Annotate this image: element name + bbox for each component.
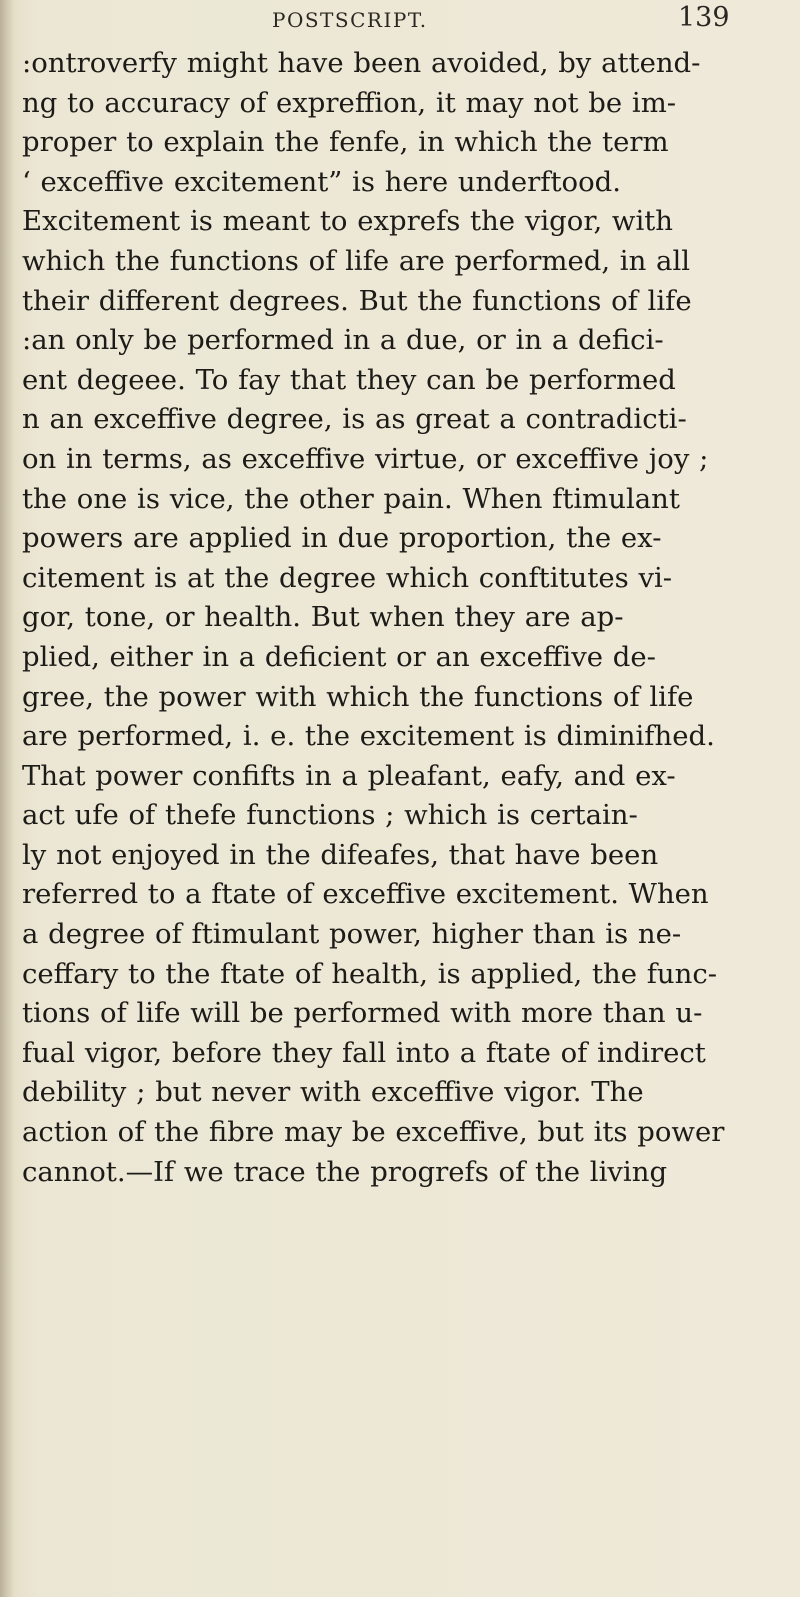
- text-line: proper to explain the fenfe, in which the term: [22, 126, 669, 159]
- text-line: referred to a ftate of exceffive excitement. When: [22, 878, 709, 911]
- text-line: powers are applied in due proportion, the ex-: [22, 522, 662, 555]
- text-line: act ufe of thefe functions ; which is certain-: [22, 799, 638, 832]
- text-line: ng to accuracy of expreffion, it may not be im-: [22, 86, 677, 119]
- text-line: gree, the power with which the functions of life: [22, 680, 694, 713]
- text-line: ‘ exceffive excitement” is here underftood.: [22, 165, 621, 198]
- page-header: [0, 2, 800, 42]
- text-line: citement is at the degree which conftitutes vi-: [22, 561, 673, 594]
- body-text: [22, 44, 792, 1192]
- text-line: cannot.—If we trace the progrefs of the living: [22, 1155, 668, 1188]
- text-line: :ontroverfy might have been avoided, by attend-: [22, 47, 701, 79]
- text-line: n an exceffive degree, is as great a contradicti-: [22, 403, 687, 436]
- text-line: ceffary to the ftate of health, is applied, the func-: [22, 957, 718, 990]
- text-line: That power confifts in a pleafant, eafy, and ex-: [22, 759, 676, 792]
- text-line: tions of life will be performed with more than u-: [22, 997, 703, 1030]
- text-line: Excitement is meant to exprefs the vigor, with: [22, 205, 674, 238]
- text-line: on in terms, as exceffive virtue, or exceffive joy ;: [22, 442, 709, 475]
- page-gutter: [0, 0, 14, 1597]
- text-line: which the functions of life are performed, in all: [22, 244, 691, 277]
- text-line: their different degrees. But the functions of life: [22, 284, 692, 317]
- text-line: are performed, i. e. the excitement is diminifhed.: [22, 720, 715, 753]
- text-line: action of the fibre may be exceffive, but its power: [22, 1116, 725, 1149]
- text-line: a degree of ftimulant power, higher than is ne-: [22, 918, 682, 951]
- text-line: debility ; but never with exceffive vigor. The: [22, 1076, 644, 1109]
- text-line: the one is vice, the other pain. When ftimulant: [22, 482, 680, 515]
- text-line: ly not enjoyed in the difeafes, that have been: [22, 838, 659, 871]
- page-number: 139: [678, 2, 730, 33]
- text-line: :an only be performed in a due, or in a defici-: [22, 324, 664, 357]
- text-line: plied, either in a deficient or an exceffive de-: [22, 640, 656, 673]
- text-line: fual vigor, before they fall into a ftate of indirect: [22, 1036, 706, 1069]
- running-head: POSTSCRIPT.: [272, 8, 428, 32]
- text-line: ent degeee. To fay that they can be performed: [22, 363, 676, 396]
- text-line: gor, tone, or health. But when they are ap-: [22, 601, 624, 634]
